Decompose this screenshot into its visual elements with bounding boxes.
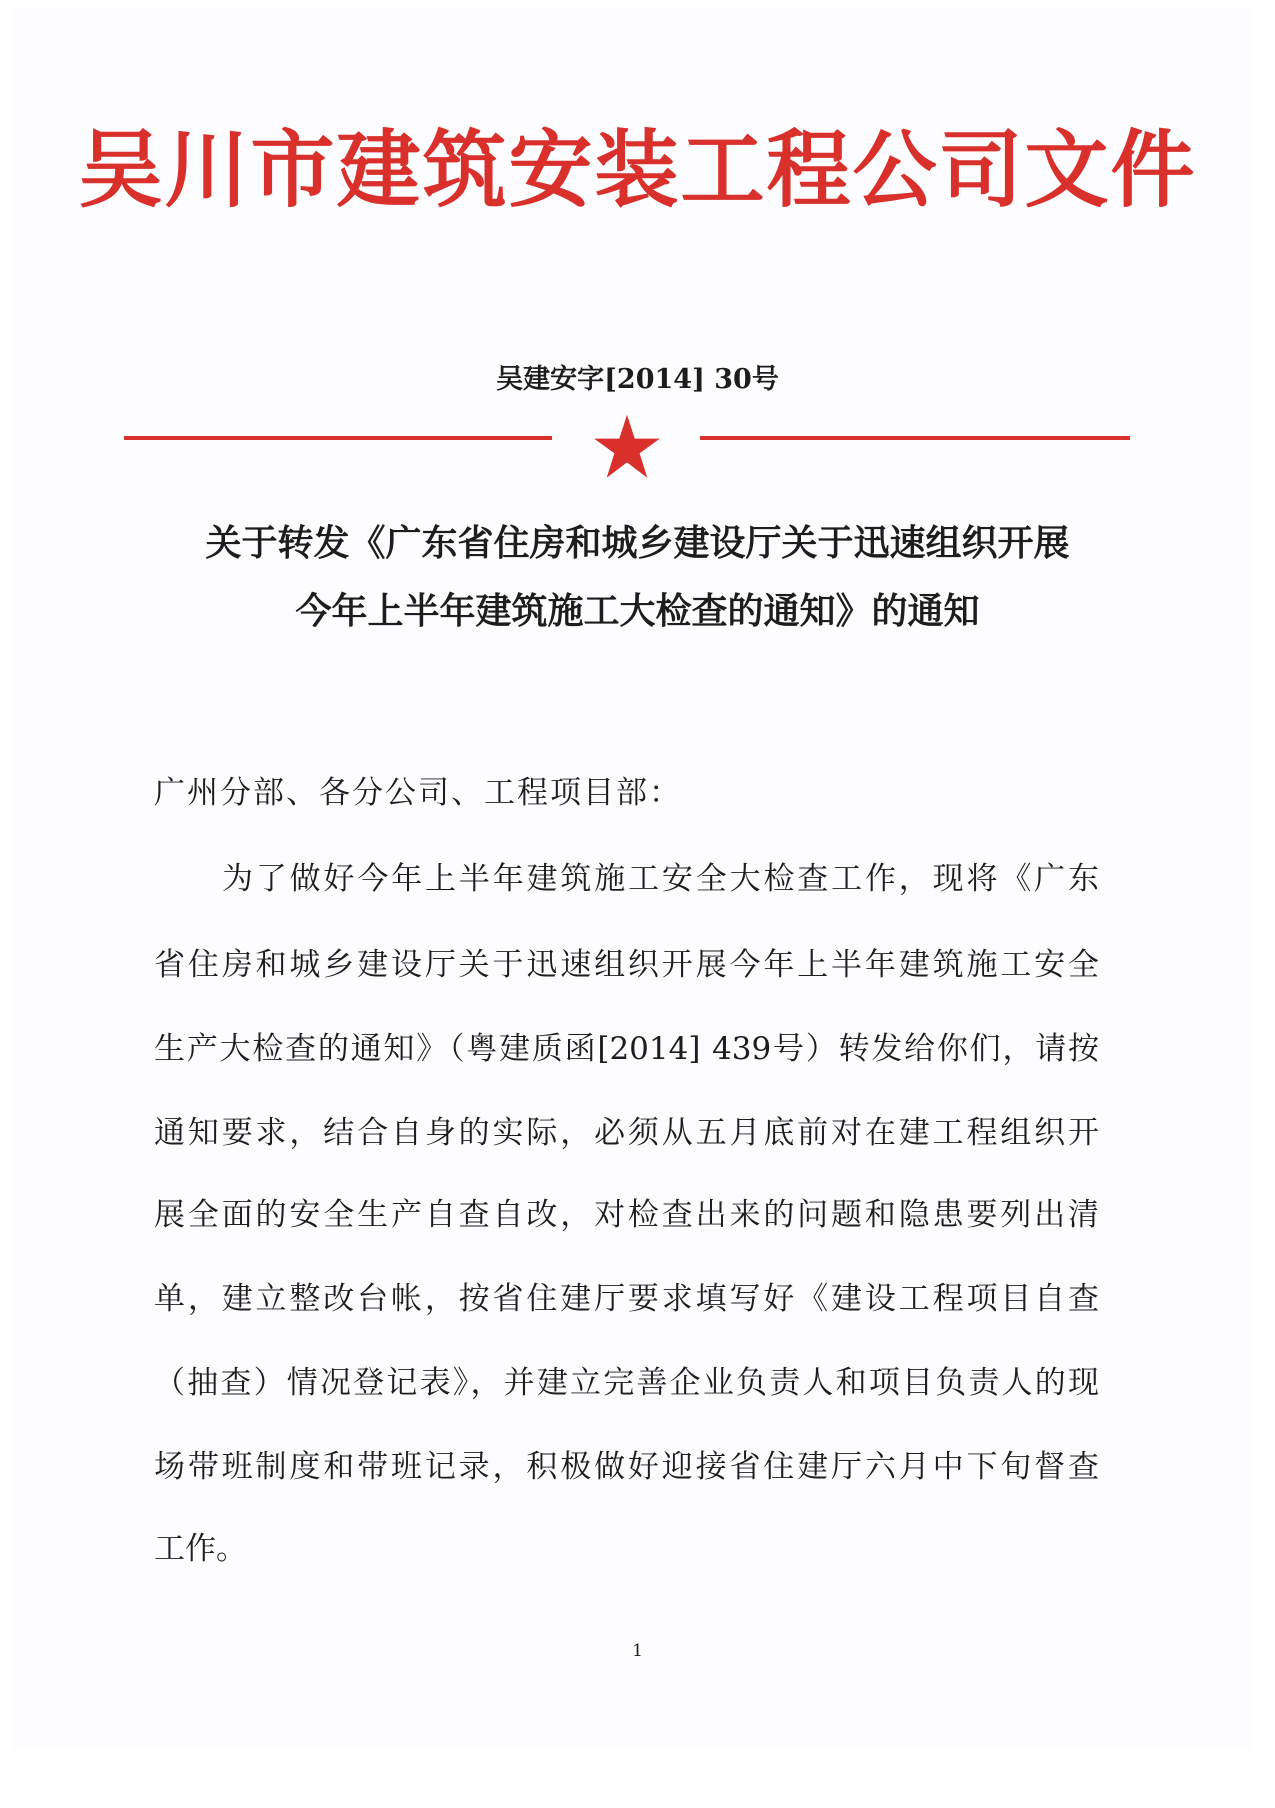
red-rule-left — [124, 436, 552, 440]
page-number: 1 — [632, 1641, 643, 1661]
document-header-title: 吴川市建筑安装工程公司文件 — [78, 121, 1197, 219]
paragraph-line: 生产大检查的通知》（粤建质函[2014] 439号）转发给你们，请按 — [154, 1031, 1099, 1067]
paragraph-line: 通知要求，结合自身的实际，必须从五月底前对在建工程组织开 — [154, 1115, 1099, 1151]
paragraph-line: 省住房和城乡建设厅关于迅速组织开展今年上半年建筑施工安全 — [154, 947, 1099, 983]
paragraph-line: 单，建立整改台帐，按省住建厅要求填写好《建设工程项目自查 — [154, 1281, 1099, 1317]
star-icon — [592, 412, 662, 482]
subject-title-line-1: 关于转发《广东省住房和城乡建设厅关于迅速组织开展 — [205, 523, 1070, 564]
paragraph-line: 场带班制度和带班记录，积极做好迎接省住建厅六月中下旬督查 — [154, 1449, 1099, 1485]
addressee: 广州分部、各分公司、工程项目部： — [154, 775, 682, 811]
paragraph-line: 为了做好今年上半年建筑施工安全大检查工作，现将《广东 — [222, 861, 1099, 897]
paragraph-line: 工作。 — [154, 1531, 247, 1567]
red-rule-right — [700, 436, 1130, 440]
paragraph-line: 展全面的安全生产自查自改，对检查出来的问题和隐患要列出清 — [154, 1197, 1099, 1233]
document-number: 吴建安字[2014] 30号 — [496, 364, 779, 395]
paragraph-line: （抽查）情况登记表》，并建立完善企业负责人和项目负责人的现 — [154, 1365, 1099, 1401]
subject-title-line-2: 今年上半年建筑施工大检查的通知》的通知 — [295, 591, 980, 632]
